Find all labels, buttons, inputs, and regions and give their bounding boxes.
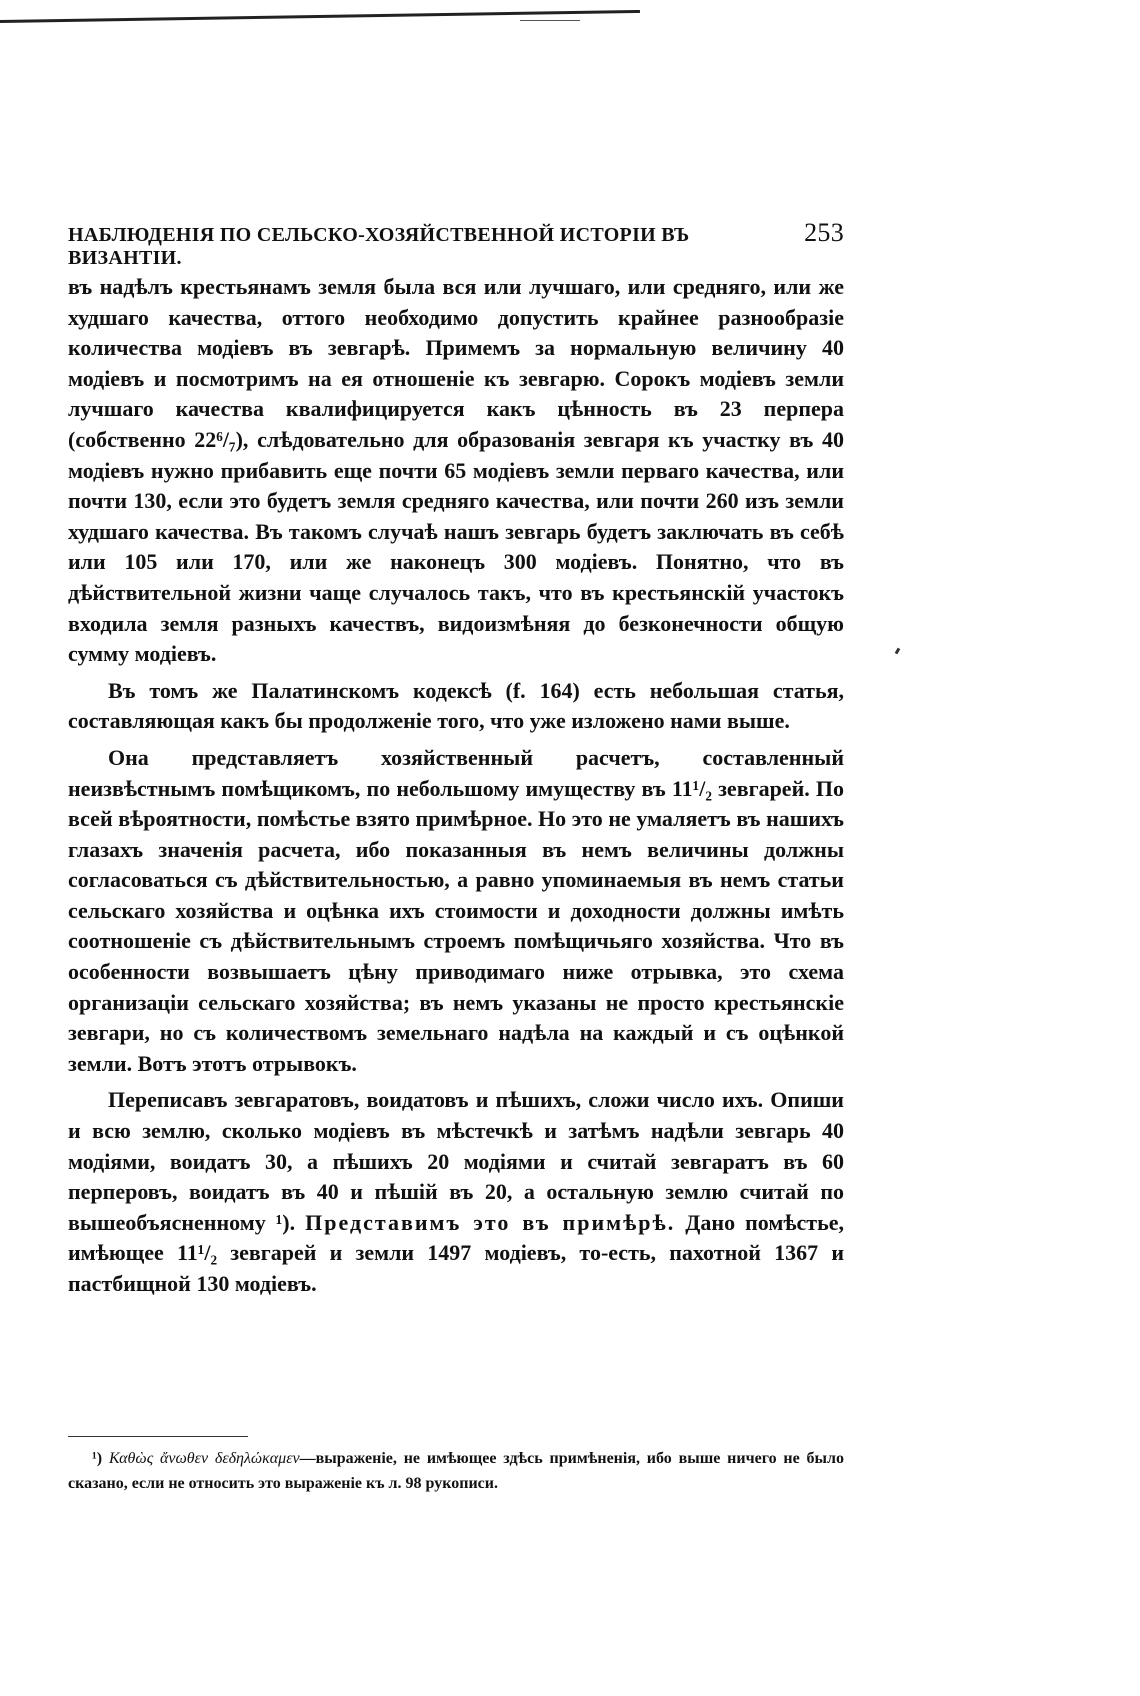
footnote-text: —выраженіе, не имѣющее здѣсь примѣненія, ибо выше ничего не было сказано, если не относить это выраженіе къ л. 98 рукописи. [68, 1450, 845, 1492]
paragraph-4-spaced: Представимъ это въ примѣрѣ. [305, 1209, 676, 1235]
paragraph-4-start: Переписавъ зевгаратовъ, воидатовъ и пѣшихъ, сложи число ихъ. Опиши и всю землю, сколько модіевъ въ мѣстечкѣ и затѣмъ надѣли зевгарь 40 модіями, воидатъ 30, а пѣшихъ 20 модіями и считай зевгаратъ въ 60 перперовъ, воидатъ въ 40 и пѣшій въ 20, а остальную землю считай по вышеобъясненному ¹). [68, 1087, 844, 1235]
paragraph-4-end: Дано помѣстье, имѣющее 11¹/₂ зевгарей и земли 1497 модіевъ, то-есть, пахотной 1367 и пастбищной 130 модіевъ. [68, 1209, 845, 1296]
footnote-greek: Καθὼς ἄνωθεν δεδηλώκαμεν [108, 1450, 300, 1467]
main-text [68, 272, 844, 1306]
footnote-marker: ¹) [92, 1450, 103, 1467]
paragraph-4 [68, 1085, 844, 1299]
footnote [68, 1446, 844, 1496]
stray-mark [895, 648, 901, 655]
running-header [68, 218, 844, 270]
header-title: НАБЛЮДЕНІЯ ПО СЕЛЬСКО-ХОЗЯЙСТВЕННОЙ ИСТОРІИ ВЪ ВИЗАНТІИ. [68, 224, 690, 269]
footnote-rule [68, 1436, 248, 1437]
paragraph-2: Въ томъ же Палатинскомъ кодексѣ (f. 164) есть небольшая статья, составляющая какъ бы продолженіе того, что уже изложено нами выше. [68, 677, 844, 734]
page-number: 253 [804, 218, 844, 247]
top-scan-rule [0, 10, 640, 23]
paragraph-1: въ надѣлъ крестьянамъ земля была вся или лучшаго, или средняго, или же худшаго качества, оттого необходимо допустить крайнее разнообразіе количества модіевъ въ зевгарѣ. Примемъ за нормальную величину 40 модіевъ и посмотримъ на ея отношеніе къ зевгарю. Сорокъ модіевъ земли лучшаго качества квалифицируется какъ цѣнность въ 23 перпера (собственно 22⁶/₇), слѣдовательно для образованія зевгаря къ участку въ 40 модіевъ нужно прибавить еще почти 65 модіевъ земли перваго качества, или почти 130, если это будетъ земля средняго качества, или почти 260 изъ земли худшаго качества. Въ такомъ случаѣ нашъ зевгарь будетъ заключать въ себѣ или 105 или 170, или же наконецъ 300 модіевъ. Понятно, что въ дѣйствительной жизни чаще случалось такъ, что въ крестьянскій участокъ входила земля разныхъ качествъ, видоизмѣняя до безконечности общую сумму модіевъ. [68, 274, 844, 667]
top-scan-rule-thin [520, 20, 580, 21]
paragraph-3: Она представляетъ хозяйственный расчетъ, составленный неизвѣстнымъ помѣщикомъ, по небольшому имуществу въ 11¹/₂ зевгарей. По всей вѣроятности, помѣстье взято примѣрное. Но это не умаляетъ въ нашихъ глазахъ значенія расчета, ибо показанныя въ немъ величины должны согласоваться съ дѣйствительностью, а равно упоминаемыя въ немъ статьи сельскаго хозяйства и оцѣнка ихъ стоимости и доходности должны имѣть соотношеніе съ дѣйствительнымъ строемъ помѣщичьяго хозяйства. Что въ особенности возвышаетъ цѣну приводимаго ниже отрывка, это схема организаціи сельскаго хозяйства; въ немъ указаны не просто крестьянскіе зевгари, но съ количествомъ земельнаго надѣла на каждый и съ оцѣнкой земли. Вотъ этотъ отрывокъ. [68, 744, 844, 1076]
